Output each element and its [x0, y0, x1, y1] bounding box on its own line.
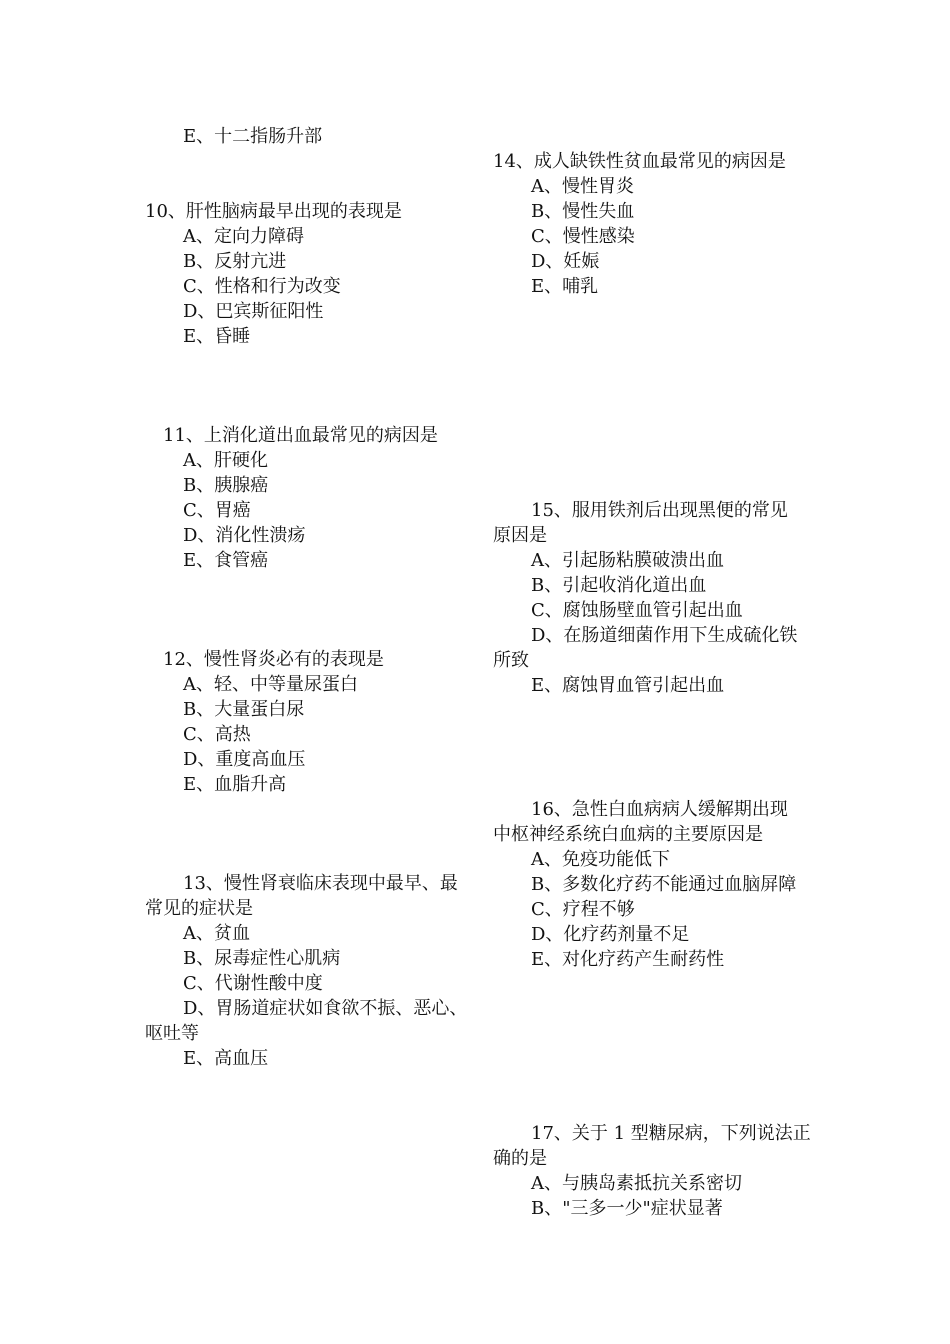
option-b: B、慢性失血	[531, 201, 635, 222]
question-stem: 12、慢性肾炎必有的表现是	[163, 649, 384, 670]
option-d: D、消化性溃疡	[183, 525, 306, 546]
option-a: A、引起肠粘膜破溃出血	[531, 550, 724, 571]
option-d: D、妊娠	[531, 251, 600, 272]
option-b: B、引起收消化道出血	[531, 575, 707, 596]
option-a: A、慢性胃炎	[531, 176, 634, 197]
option-c: C、慢性感染	[531, 226, 635, 247]
question-stem-line1: 17、关于 1 型糖尿病，下列说法正	[531, 1123, 811, 1144]
option-e: E、昏睡	[183, 326, 251, 347]
question-stem-line2: 常见的症状是	[145, 898, 253, 919]
question-14	[493, 149, 823, 299]
option-b: B、尿毒症性心肌病	[183, 948, 341, 969]
option-b: B、反射亢进	[183, 251, 287, 272]
option-a: A、与胰岛素抵抗关系密切	[531, 1173, 742, 1194]
option-d-line1: D、胃肠道症状如食欲不振、恶心、	[183, 998, 468, 1019]
option-a: A、肝硬化	[183, 450, 268, 471]
question-stem: 10、肝性脑病最早出现的表现是	[145, 201, 402, 222]
option-c: C、疗程不够	[531, 899, 635, 920]
question-16	[493, 797, 823, 972]
option-c: C、腐蚀肠壁血管引起出血	[531, 600, 743, 621]
option-b: B、大量蛋白尿	[183, 699, 305, 720]
option-e: E、食管癌	[183, 550, 269, 571]
question-11	[145, 423, 475, 573]
option-d: D、巴宾斯征阳性	[183, 301, 324, 322]
option-b: B、"三多一少"症状显著	[531, 1198, 723, 1219]
left-column	[145, 124, 475, 149]
option-e: E、血脂升高	[183, 774, 287, 795]
option-e: E、腐蚀胃血管引起出血	[531, 675, 725, 696]
option-d-line2: 呕吐等	[145, 1023, 199, 1044]
question-10	[145, 199, 475, 349]
question-stem-line1: 13、慢性肾衰临床表现中最早、最	[183, 873, 458, 894]
option-d-line2: 所致	[493, 650, 529, 671]
question-stem-line2: 确的是	[493, 1148, 547, 1169]
option-a: A、定向力障碍	[183, 226, 304, 247]
option-a: A、免疫功能低下	[531, 849, 670, 870]
option-e: E、哺乳	[531, 276, 599, 297]
option-d-line1: D、在肠道细菌作用下生成硫化铁	[531, 625, 798, 646]
question-stem-line2: 原因是	[493, 525, 547, 546]
question-stem: 11、上消化道出血最常见的病因是	[163, 425, 438, 446]
question-stem-line1: 16、急性白血病病人缓解期出现	[531, 799, 788, 820]
option-b: B、多数化疗药不能通过血脑屏障	[531, 874, 797, 895]
option-d: D、化疗药剂量不足	[531, 924, 690, 945]
option-a: A、贫血	[183, 923, 250, 944]
option-e: E、对化疗药产生耐药性	[531, 949, 725, 970]
option-c: C、性格和行为改变	[183, 276, 341, 297]
option-e: E、高血压	[183, 1048, 269, 1069]
question-13	[145, 871, 475, 1071]
option-b: B、胰腺癌	[183, 475, 269, 496]
question-12	[145, 647, 475, 797]
question-15	[493, 498, 823, 698]
option-c: C、高热	[183, 724, 251, 745]
question-stem-line1: 15、服用铁剂后出现黑便的常见	[531, 500, 788, 521]
question-17	[493, 1121, 823, 1221]
option-c: C、胃癌	[183, 500, 251, 521]
question-stem: 14、成人缺铁性贫血最常见的病因是	[493, 151, 786, 172]
option-a: A、轻、中等量尿蛋白	[183, 674, 358, 695]
option-d: D、重度高血压	[183, 749, 306, 770]
option-c: C、代谢性酸中度	[183, 973, 323, 994]
question-stem-line2: 中枢神经系统白血病的主要原因是	[493, 824, 763, 845]
q9-option-e: E、十二指肠升部	[183, 126, 323, 147]
